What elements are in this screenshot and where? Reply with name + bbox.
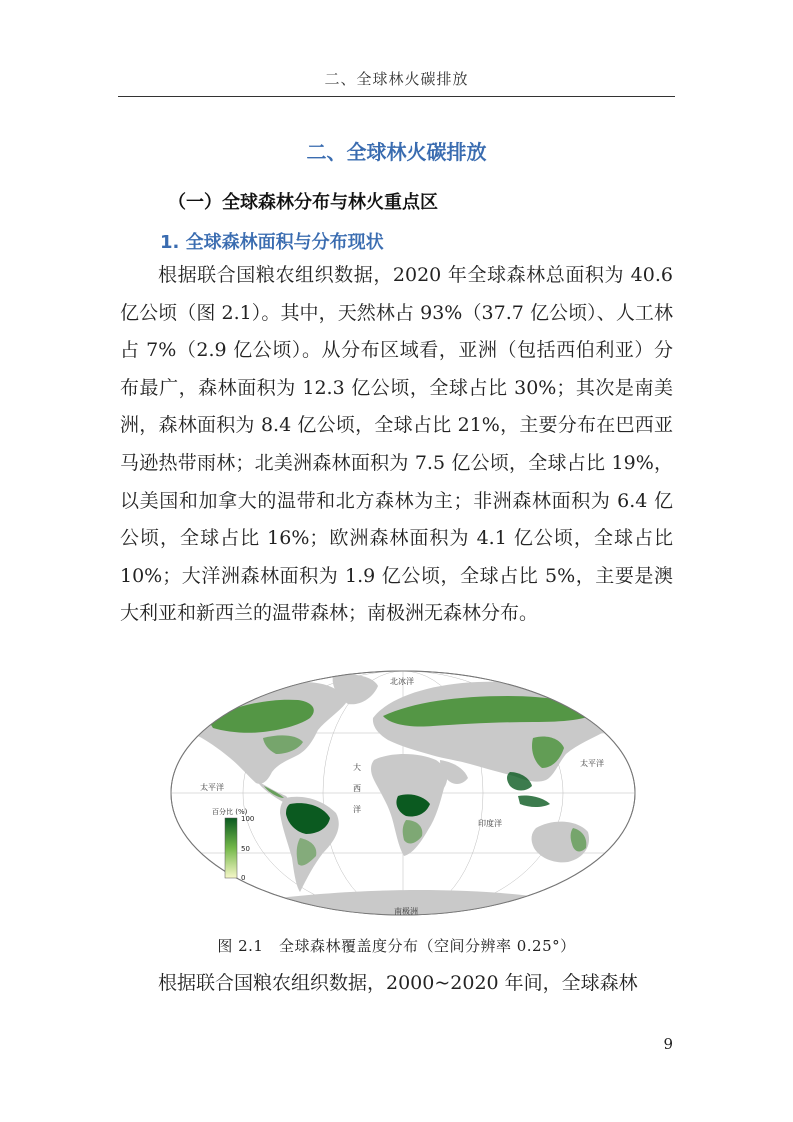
pacific-west-label: 太平洋: [200, 783, 224, 792]
forest-cover-figure: [168, 668, 638, 918]
world-map: [168, 668, 638, 918]
legend-colorbar: [225, 818, 237, 878]
pacific-east-label: 太平洋: [580, 759, 604, 768]
arctic-ocean-label: 北冰洋: [390, 677, 414, 686]
body-paragraph-1: 根据联合国粮农组织数据，2020 年全球森林总面积为 40.6 亿公顷（图 2.1）。其中，天然林占 93%（37.7 亿公顷）、人工林占 7%（2.9 亿公顷）。从分布区域看，亚洲（包括西伯利亚）分布最广，森林面积为 12.3 亿公顷，全球占比 30%；其次是南美洲，森林面积为 8.4 亿公顷，全球占比 21%，主要分布在巴西亚马逊热带雨林；北美洲森林面积为 7.5 亿公顷，全球占比 19%，以美国和加拿大的温带和北方森林为主；非洲森林面积为 6.4 亿公顷，全球占比 16%；欧洲森林面积为 4.1 亿公顷，全球占比 10%；大洋洲森林面积为 1.9 亿公顷，全球占比 5%，主要是澳大利亚和新西兰的温带森林；南极洲无森林分布。: [120, 264, 673, 625]
atlantic-label-2: 西: [353, 784, 361, 793]
figure-caption: 图 2.1 全球森林覆盖度分布（空间分辨率 0.25°）: [217, 937, 576, 955]
running-header: 二、全球林火碳排放: [324, 70, 469, 88]
atlantic-label-3: 洋: [353, 805, 361, 814]
antarctica-label: 南极洲: [394, 907, 418, 916]
body-paragraph-2: 根据联合国粮农组织数据，2000~2020 年间，全球森林: [158, 972, 638, 994]
legend-title: 百分比 (%): [212, 808, 248, 816]
legend-tick-100: 100: [241, 815, 255, 823]
page-number: 9: [663, 1035, 673, 1053]
legend-tick-50: 50: [241, 845, 250, 853]
indian-ocean-label: 印度洋: [478, 819, 502, 828]
legend-tick-0: 0: [241, 874, 246, 882]
section-title: （一）全球森林分布与林火重点区: [168, 192, 438, 213]
chapter-title: 二、全球林火碳排放: [306, 140, 487, 164]
atlantic-label-1: 大: [353, 763, 361, 772]
subsection-title: 1. 全球森林面积与分布现状: [160, 232, 384, 253]
header-rule: [118, 96, 675, 97]
